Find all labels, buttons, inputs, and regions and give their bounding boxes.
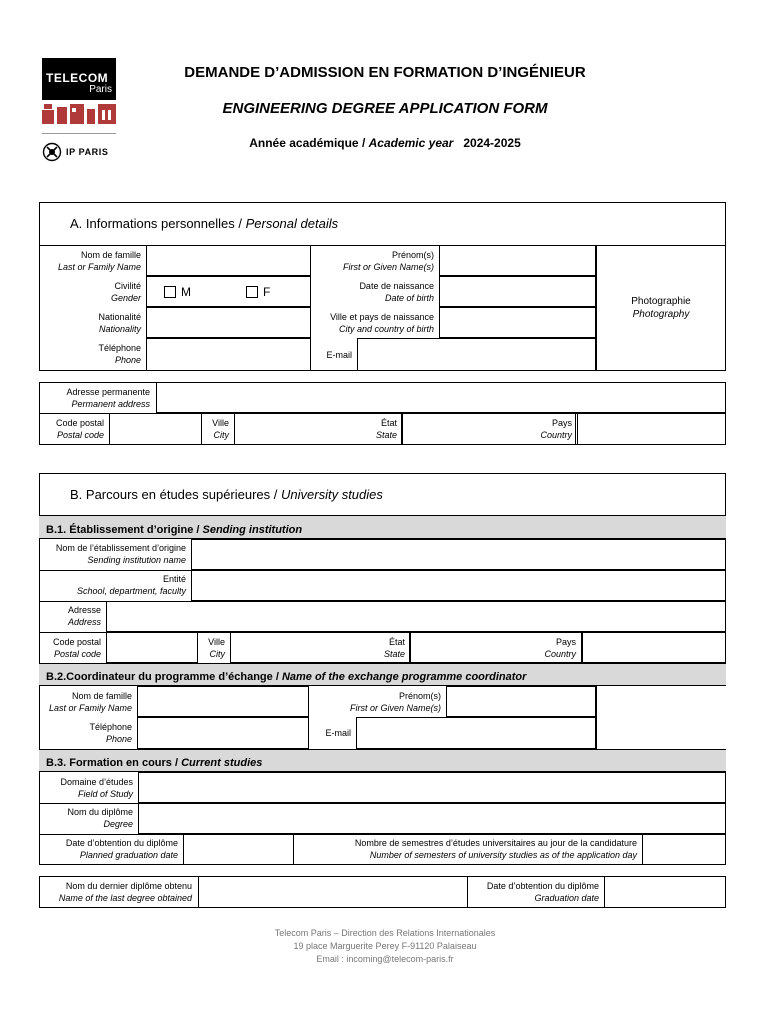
address-en: Permanent address — [71, 399, 150, 409]
grad-date-label — [40, 837, 178, 861]
b1-address-en: Address — [67, 617, 101, 627]
section-b-heading — [70, 487, 383, 502]
coord-last-input[interactable] — [137, 686, 309, 717]
section-a-heading-en: Personal details — [245, 216, 339, 231]
last-degree-fr: Nom du dernier diplôme obtenu — [65, 881, 192, 891]
email-label: E-mail — [326, 350, 352, 360]
b1-city-en: City — [209, 649, 225, 659]
semesters-input[interactable] — [642, 834, 726, 865]
logo-telecom-text: TELECOM — [46, 71, 109, 85]
last-degree-date-label — [470, 880, 599, 904]
ipparis-text: IP PARIS — [66, 147, 109, 157]
section-a-heading-fr: A. Informations personnelles / — [70, 216, 246, 231]
b2-title-fr: B.2.Coordinateur du programme d’échange / — [46, 671, 282, 683]
degree-input[interactable] — [138, 803, 726, 834]
grad-date-input[interactable] — [183, 834, 294, 865]
grad-date-fr: Date d’obtention du diplôme — [65, 838, 178, 848]
b1-address-fr: Adresse — [67, 605, 101, 615]
coord-last-label — [40, 690, 132, 714]
b3-header — [39, 749, 726, 772]
gender-f-label: F — [263, 285, 271, 299]
last-degree-date-en: Graduation date — [534, 893, 599, 903]
last-name-fr: Nom de famille — [80, 250, 141, 260]
nationality-fr: Nationalité — [98, 312, 141, 322]
photo-label-en: Photography — [632, 309, 690, 320]
b1-state-fr: État — [388, 637, 405, 647]
gender-fr: Civilité — [114, 281, 141, 291]
coord-phone-label — [40, 721, 132, 745]
first-name-input[interactable] — [439, 245, 596, 276]
state-label — [365, 417, 397, 441]
photo-label-fr: Photographie — [631, 296, 691, 307]
gender-m-label: M — [181, 285, 191, 299]
dob-input[interactable] — [439, 276, 596, 307]
year-label-en: Academic year — [368, 136, 454, 150]
footer-line-2: 19 place Marguerite Perey F-91120 Palaiseau — [293, 941, 477, 951]
coord-email-label: E-mail — [325, 728, 351, 738]
first-name-fr: Prénom(s) — [391, 250, 434, 260]
coord-phone-fr: Téléphone — [89, 722, 132, 732]
b1-postal-fr: Code postal — [52, 637, 101, 647]
phone-en: Phone — [114, 355, 141, 365]
form-title-fr: DEMANDE D’ADMISSION EN FORMATION D’INGÉNIEUR — [184, 64, 586, 81]
first-name-label — [312, 249, 434, 273]
b2-header — [39, 663, 726, 686]
logo-divider — [42, 133, 116, 134]
postal-en: Postal code — [56, 430, 104, 440]
dob-fr: Date de naissance — [359, 281, 434, 291]
entity-input[interactable] — [191, 570, 726, 601]
inst-name-label — [40, 542, 186, 566]
section-a-heading — [70, 216, 338, 231]
degree-en: Degree — [103, 819, 133, 829]
birthplace-input[interactable] — [439, 307, 596, 338]
coord-phone-en: Phone — [105, 734, 132, 744]
city-fr: Ville — [212, 418, 229, 428]
first-name-en: First or Given Name(s) — [342, 262, 434, 272]
inst-name-en: Sending institution name — [87, 555, 186, 565]
last-degree-input[interactable] — [198, 876, 468, 908]
country-input[interactable] — [577, 413, 726, 445]
form-title-en: ENGINEERING DEGREE APPLICATION FORM — [222, 100, 548, 117]
last-name-en: Last or Family Name — [57, 262, 141, 272]
semesters-label — [296, 837, 637, 861]
last-name-label — [40, 249, 141, 273]
footer-line-3: Email : incoming@telecom-paris.fr — [316, 954, 454, 964]
coord-extra-box — [596, 686, 726, 749]
inst-name-fr: Nom de l’établissement d’origine — [55, 543, 186, 553]
postal-input[interactable] — [109, 413, 202, 445]
email-input[interactable] — [357, 338, 596, 371]
year-label-fr: Année académique / — [249, 136, 369, 150]
b1-country-label — [532, 636, 576, 660]
state-fr: État — [380, 418, 397, 428]
phone-input[interactable] — [146, 338, 311, 371]
b1-header — [39, 515, 726, 539]
coord-first-input[interactable] — [446, 686, 596, 717]
logo-paris-text: Paris — [89, 84, 112, 95]
address-label — [40, 386, 150, 410]
birthplace-en: City and country of birth — [338, 324, 434, 334]
b1-country-fr: Pays — [555, 637, 576, 647]
last-degree-en: Name of the last degree obtained — [58, 893, 192, 903]
nationality-en: Nationality — [98, 324, 141, 334]
academic-year — [0, 136, 770, 150]
country-en: Country — [540, 430, 572, 440]
coord-first-fr: Prénom(s) — [398, 691, 441, 701]
semesters-en: Number of semesters of university studies as of the application day — [369, 850, 637, 860]
field-input[interactable] — [138, 772, 726, 803]
gender-f-checkbox[interactable] — [246, 286, 258, 298]
coord-email-input[interactable] — [356, 717, 596, 749]
section-b-heading-fr: B. Parcours en études supérieures / — [70, 487, 282, 502]
degree-rule — [39, 834, 726, 835]
entity-en: School, department, faculty — [76, 586, 186, 596]
city-label — [203, 417, 229, 441]
degree-fr: Nom du diplôme — [67, 807, 133, 817]
b1-country-en: Country — [544, 649, 576, 659]
city-en: City — [213, 430, 229, 440]
b1-address-input[interactable] — [106, 601, 726, 632]
coord-first-label — [310, 690, 441, 714]
last-degree-date-input[interactable] — [604, 876, 726, 908]
b1-city-fr: Ville — [208, 637, 225, 647]
phone-fr: Téléphone — [98, 343, 141, 353]
inst-name-input[interactable] — [191, 539, 726, 570]
birthplace-label — [312, 311, 434, 335]
year-value: 2024-2025 — [463, 136, 521, 150]
field-fr: Domaine d’études — [60, 777, 133, 787]
last-degree-label — [40, 880, 192, 904]
b1-state-en: State — [383, 649, 405, 659]
b1-country-input[interactable] — [582, 632, 726, 663]
postal-fr: Code postal — [55, 418, 104, 428]
degree-label — [40, 806, 133, 830]
field-label — [40, 776, 133, 800]
b1-city-label — [199, 636, 225, 660]
grad-date-en: Planned graduation date — [79, 850, 178, 860]
coord-last-fr: Nom de famille — [71, 691, 132, 701]
field-en: Field of Study — [77, 789, 133, 799]
b1-address-label — [40, 604, 101, 628]
b1-title-en: Sending institution — [202, 524, 303, 536]
coord-last-en: Last or Family Name — [48, 703, 132, 713]
last-name-input[interactable] — [146, 245, 311, 276]
nationality-label — [40, 311, 141, 335]
section-b-heading-en: University studies — [281, 487, 383, 502]
semesters-fr: Nombre de semestres d’études universitaires au jour de la candidature — [354, 838, 637, 848]
b3-title-fr: B.3. Formation en cours / — [46, 757, 182, 769]
entity-fr: Entité — [162, 574, 186, 584]
dob-en: Date of birth — [384, 293, 434, 303]
postal-label — [40, 417, 104, 441]
gender-label — [40, 280, 141, 304]
b3-title-en: Current studies — [181, 757, 263, 769]
footer — [0, 927, 770, 966]
b1-title-fr: B.1. Établissement d’origine / — [46, 524, 203, 536]
coord-phone-input[interactable] — [137, 717, 309, 749]
birthplace-fr: Ville et pays de naissance — [330, 312, 434, 322]
b1-state-label — [372, 636, 405, 660]
address-input[interactable] — [156, 382, 726, 413]
b2-title-en: Name of the exchange programme coordinator — [281, 671, 527, 683]
gender-en: Gender — [110, 293, 141, 303]
last-degree-date-fr: Date d’obtention du diplôme — [486, 881, 599, 891]
coord-first-en: First or Given Name(s) — [349, 703, 441, 713]
country-fr: Pays — [551, 418, 572, 428]
gender-m-checkbox[interactable] — [164, 286, 176, 298]
country-label — [528, 417, 572, 441]
photo-label — [596, 295, 726, 321]
footer-line-1: Telecom Paris – Direction des Relations Internationales — [274, 928, 496, 938]
dob-label — [312, 280, 434, 304]
b1-postal-en: Postal code — [53, 649, 101, 659]
state-en: State — [375, 430, 397, 440]
phone-label — [40, 342, 141, 366]
address-fr: Adresse permanente — [66, 387, 150, 397]
nationality-input[interactable] — [146, 307, 311, 338]
b1-postal-input[interactable] — [106, 632, 198, 663]
b1-postal-label — [40, 636, 101, 660]
entity-label — [40, 573, 186, 597]
